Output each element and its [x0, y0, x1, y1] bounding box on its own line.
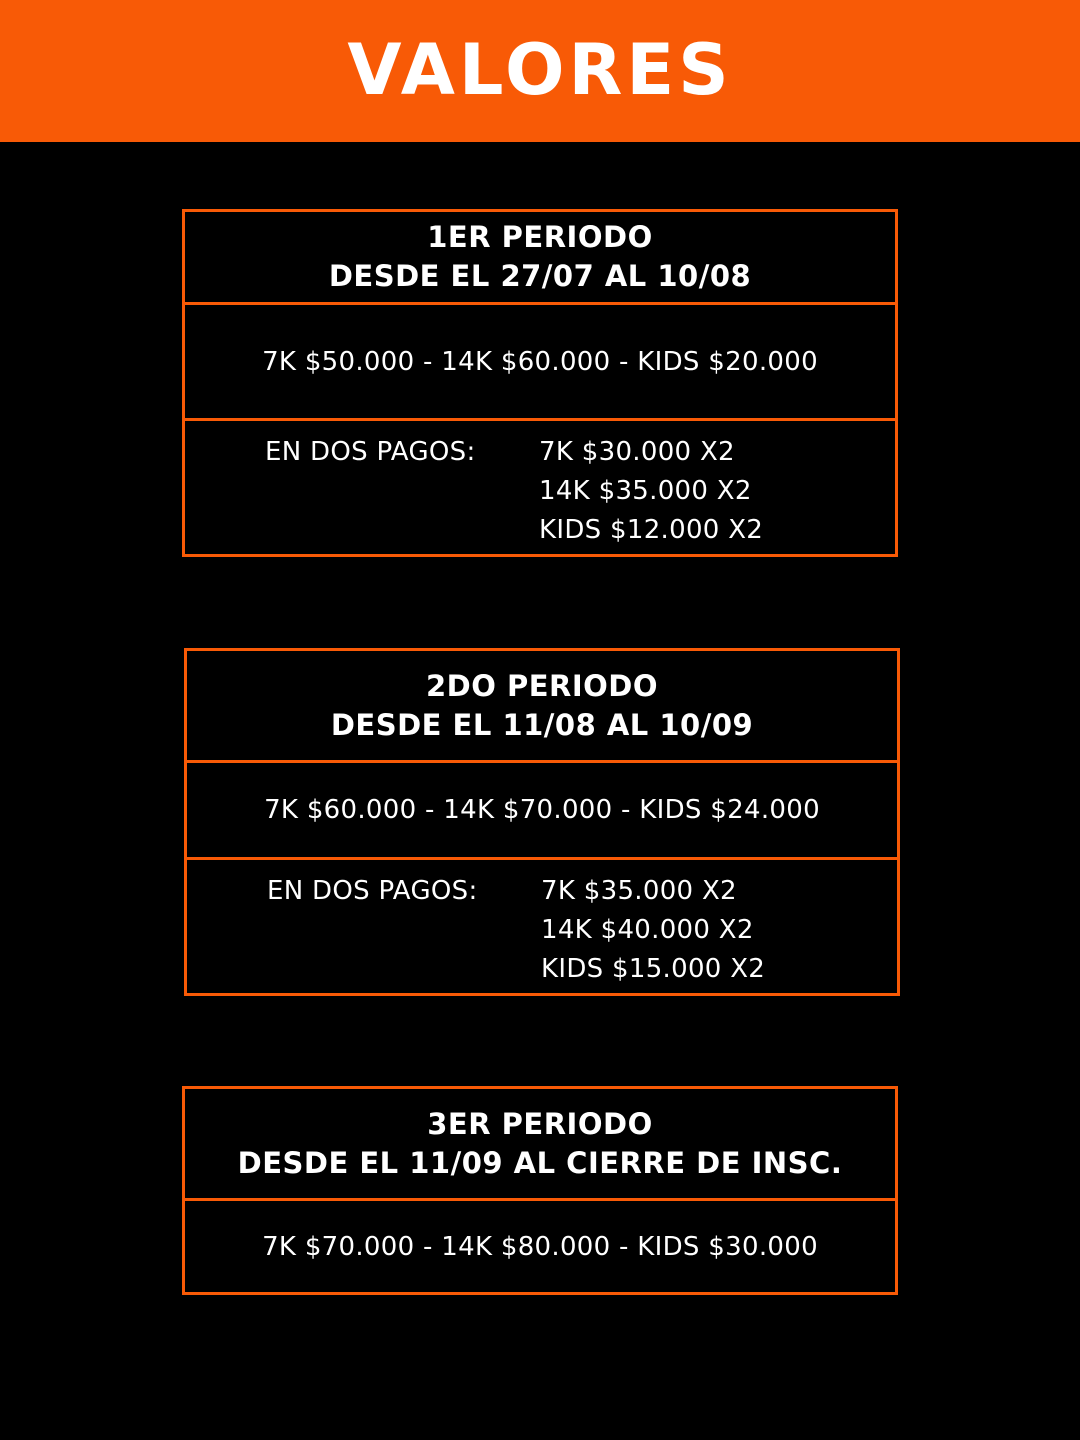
- installments-list: [541, 872, 765, 989]
- period-card-3: [182, 1086, 898, 1295]
- header-banner: [0, 0, 1080, 142]
- period-card-2: [184, 648, 900, 996]
- installment-item: 14K $40.000 X2: [541, 915, 754, 945]
- period-title: 3ER PERIODO: [427, 1106, 653, 1141]
- installments-row: [185, 421, 895, 554]
- period-dates: DESDE EL 11/09 AL CIERRE DE INSC.: [237, 1145, 843, 1180]
- installment-item: KIDS $12.000 X2: [539, 515, 764, 545]
- period-prices: 7K $60.000 - 14K $70.000 - KIDS $24.000: [264, 795, 820, 825]
- period-prices-row: [187, 763, 897, 860]
- installment-item: 14K $35.000 X2: [539, 476, 752, 506]
- period-dates: DESDE EL 27/07 AL 10/08: [328, 259, 752, 293]
- period-prices-row: [185, 305, 895, 421]
- installments-row: [187, 860, 897, 993]
- installments-label: EN DOS PAGOS:: [265, 437, 476, 467]
- installments-list: [539, 433, 763, 550]
- installment-item: KIDS $15.000 X2: [541, 954, 766, 984]
- period-prices: 7K $50.000 - 14K $60.000 - KIDS $20.000: [262, 346, 818, 377]
- period-prices: 7K $70.000 - 14K $80.000 - KIDS $30.000: [262, 1231, 818, 1262]
- installment-item: 7K $30.000 X2: [539, 437, 735, 467]
- period-header: [185, 1089, 895, 1201]
- period-dates: DESDE EL 11/08 AL 10/09: [330, 707, 754, 742]
- page-title: VALORES: [347, 29, 733, 111]
- period-header: [185, 212, 895, 305]
- installments-label: EN DOS PAGOS:: [267, 876, 478, 906]
- period-header: [187, 651, 897, 763]
- period-title: 1ER PERIODO: [427, 220, 653, 254]
- period-prices-row: [185, 1201, 895, 1292]
- installment-item: 7K $35.000 X2: [541, 876, 737, 906]
- period-title: 2DO PERIODO: [425, 668, 659, 703]
- period-card-1: [182, 209, 898, 557]
